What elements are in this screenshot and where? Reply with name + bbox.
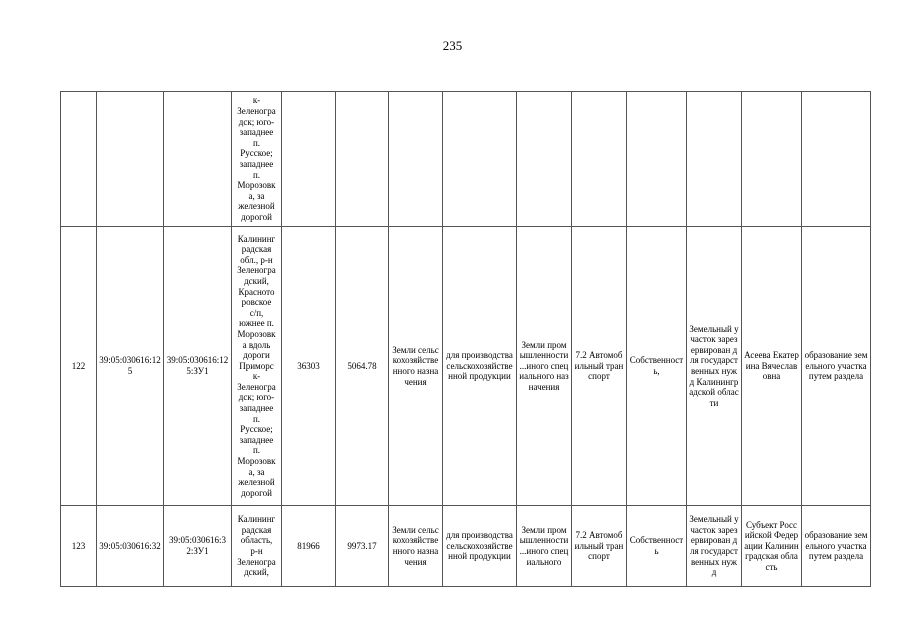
formation-method: образование земельного участка путем раздела [802,227,871,506]
plot-address [232,227,282,506]
actual-use [517,92,572,227]
address-line: дорогой [241,211,272,222]
area-value: 81966 [282,506,336,587]
address-line: западнее [239,159,274,169]
land-category [389,92,443,227]
ownership-type [627,92,687,227]
land-category: Земли сельскохозяйственного назначения [389,506,443,587]
land-category: Земли сельскохозяйственного назначения [389,227,443,506]
address-line: Калининг [237,514,276,525]
address-line: п. [252,413,261,424]
right-holder: Субъект Российской Федерации Калининградская область [742,506,802,587]
address-line: железной [238,201,275,212]
land-plots-table [60,91,871,587]
address-line: п. [252,169,261,180]
row-number: 123 [61,506,97,587]
source-cadastral-number [97,92,164,227]
row-number: 122 [61,227,97,506]
address-line: западнее [239,434,274,445]
address-line: а, за [248,466,265,477]
address-line: дороги [243,350,270,361]
plot-address [232,92,282,227]
address-line: а вдоль [242,339,271,350]
address-line: Красното [238,286,275,297]
address-line: область, [240,535,273,546]
vri-code: 7.2 Автомобильный транспорт [572,227,627,506]
area-value: 36303 [282,227,336,506]
vri-code [572,92,627,227]
formation-method: образование земельного участка путем раздела [802,506,871,587]
new-plot-designation: 39:05:030616:125:ЗУ1 [164,227,232,506]
area-value-formed: 9973.17 [336,506,389,587]
address-line: обл., р-н [240,254,273,265]
table-row [61,506,871,587]
address-line: дский, [244,567,269,578]
table-row [61,92,871,227]
new-plot-designation [164,92,232,227]
encumbrance: Земельный участок зарезервирован для государственных нужд [687,506,742,587]
source-cadastral-number: 39:05:030616:125 [97,227,164,506]
address-line: Зеленогра [237,381,276,392]
actual-use: Земли промышленности ...иного специального [517,506,572,587]
address-line: Русское; [240,148,273,159]
address-line: западнее [239,403,274,414]
right-holder [742,92,802,227]
address-line: Калининг [237,233,276,244]
address-line: с/п, [249,307,264,318]
area-value-formed: 5064.78 [336,227,389,506]
address-line: радская [241,244,272,255]
vri-code: 7.2 Автомобильный транспорт [572,506,627,587]
address-line: дск; юго- [238,116,275,127]
permitted-use: для производства сельскохозяйственной продукции [443,227,517,506]
right-holder: Асеева Екатерина Вячеславовна [742,227,802,506]
address-line: к- [252,95,261,106]
page-number: 235 [442,38,463,53]
permitted-use [443,92,517,227]
new-plot-designation: 39:05:030616:32:ЗУ1 [164,506,232,587]
address-line: радская [241,524,272,535]
actual-use: Земли промышленности ...иного специального назначения [517,227,572,506]
address-line: Зеленогра [237,556,276,567]
address-line: к- [252,371,261,382]
ownership-type: Собственность, [627,227,687,506]
address-line: п. [252,137,261,148]
address-line: железной [238,477,275,488]
address-line: дорогой [241,487,272,498]
address-line: р-н [250,546,263,556]
address-line: Морозовк [237,180,276,191]
address-line: Зеленогра [237,106,276,117]
source-cadastral-number: 39:05:030616:32 [97,506,164,587]
address-line: западнее [239,127,274,138]
address-line: дский, [244,275,269,286]
table-row [61,227,871,506]
encumbrance [687,92,742,227]
area-value-formed [336,92,389,227]
address-line: а, за [248,190,265,201]
area-value [282,92,336,227]
encumbrance: Земельный участок зарезервирован для государственных нужд Калининградской области [687,227,742,506]
address-line: Русское; [240,424,273,435]
address-line: Приморс [239,360,274,371]
address-line: Зеленогра [237,265,276,276]
address-line: Морозовк [237,456,276,467]
permitted-use: для производства сельскохозяйственной продукции [443,506,517,587]
address-line: п. [252,445,261,456]
formation-method [802,92,871,227]
row-number [61,92,97,227]
address-line: Морозовк [237,328,276,339]
address-line: дск; юго- [238,392,275,403]
address-line: ровское [241,297,272,308]
plot-address [232,506,282,587]
address-line: южнее п. [239,318,274,329]
ownership-type: Собственность [627,506,687,587]
